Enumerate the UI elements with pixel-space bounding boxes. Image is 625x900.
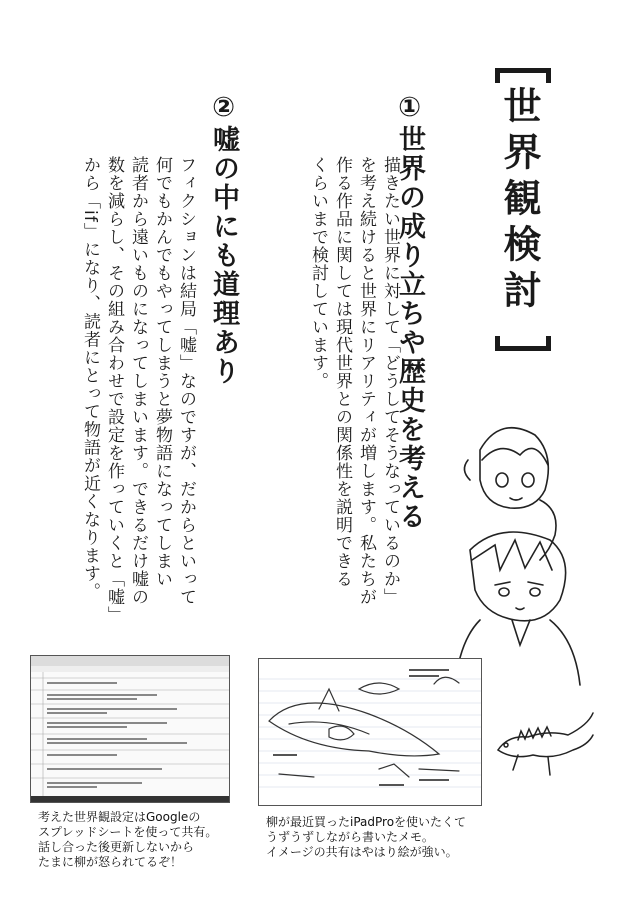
- character-illustration: [440, 410, 590, 690]
- section2-line: フィクションは結局「嘘」なのですが、だからといって: [176, 156, 196, 606]
- section2-line: 何でもかんでもやってしまうと夢物語になってしまい: [152, 156, 172, 588]
- section1-line: を考え続けると世界にリアリティが増します。私たちが: [356, 156, 376, 606]
- spreadsheet-thumbnail: [30, 655, 230, 803]
- title-bracket-top: [495, 68, 551, 83]
- caption-spreadsheet: [38, 810, 258, 870]
- caption-line: 話し合った後更新しないから: [38, 840, 195, 854]
- section2-number: ②: [208, 92, 239, 125]
- caption-line: うずうずしながら書いたメモ。: [266, 830, 434, 844]
- section2-heading-text: 嘘の中にも道理あり: [208, 125, 239, 386]
- page-title: 世界観検討: [497, 86, 541, 316]
- title-bracket-bottom: [495, 336, 551, 351]
- section1-line: くらいまで検討しています。: [308, 156, 328, 390]
- section1-number: ①: [394, 92, 425, 125]
- caption-memo: [266, 815, 506, 860]
- caption-line: イメージの共有はやはり絵が強い。: [266, 845, 458, 859]
- section2-line: 読者から遠いものになってしまいます。できるだけ嘘の: [128, 156, 148, 606]
- caption-line: 考えた世界観設定はGoogleの: [38, 810, 201, 824]
- section2-line: から「if」になり、読者にとって物語が近くなります。: [80, 156, 100, 601]
- section1-body: [306, 156, 402, 636]
- section2-line: 数を減らし、その組み合わせで設定を作っていくと「嘘」: [104, 156, 124, 624]
- section1-heading-text: 世界の成り立ちや歴史を考える: [394, 125, 425, 531]
- salamander-illustration: [488, 705, 598, 785]
- memo-graphic: [259, 659, 481, 805]
- section1-line: 描きたい世界に対して「どうしてそうなっているのか」: [380, 156, 400, 606]
- caption-line: スプレッドシートを使って共有。: [38, 825, 218, 839]
- section2-heading: [210, 92, 237, 386]
- caption-line: たまに柳が怒られてるぞ！: [38, 855, 183, 869]
- memo-sketch: [258, 658, 482, 806]
- section1-line: 作る作品に関しては現代世界との関係性を説明できる: [332, 156, 352, 588]
- caption-line: 柳が最近買ったiPadProを使いたくて: [266, 815, 467, 829]
- section2-body: [78, 156, 198, 626]
- spreadsheet-graphic: [31, 656, 229, 802]
